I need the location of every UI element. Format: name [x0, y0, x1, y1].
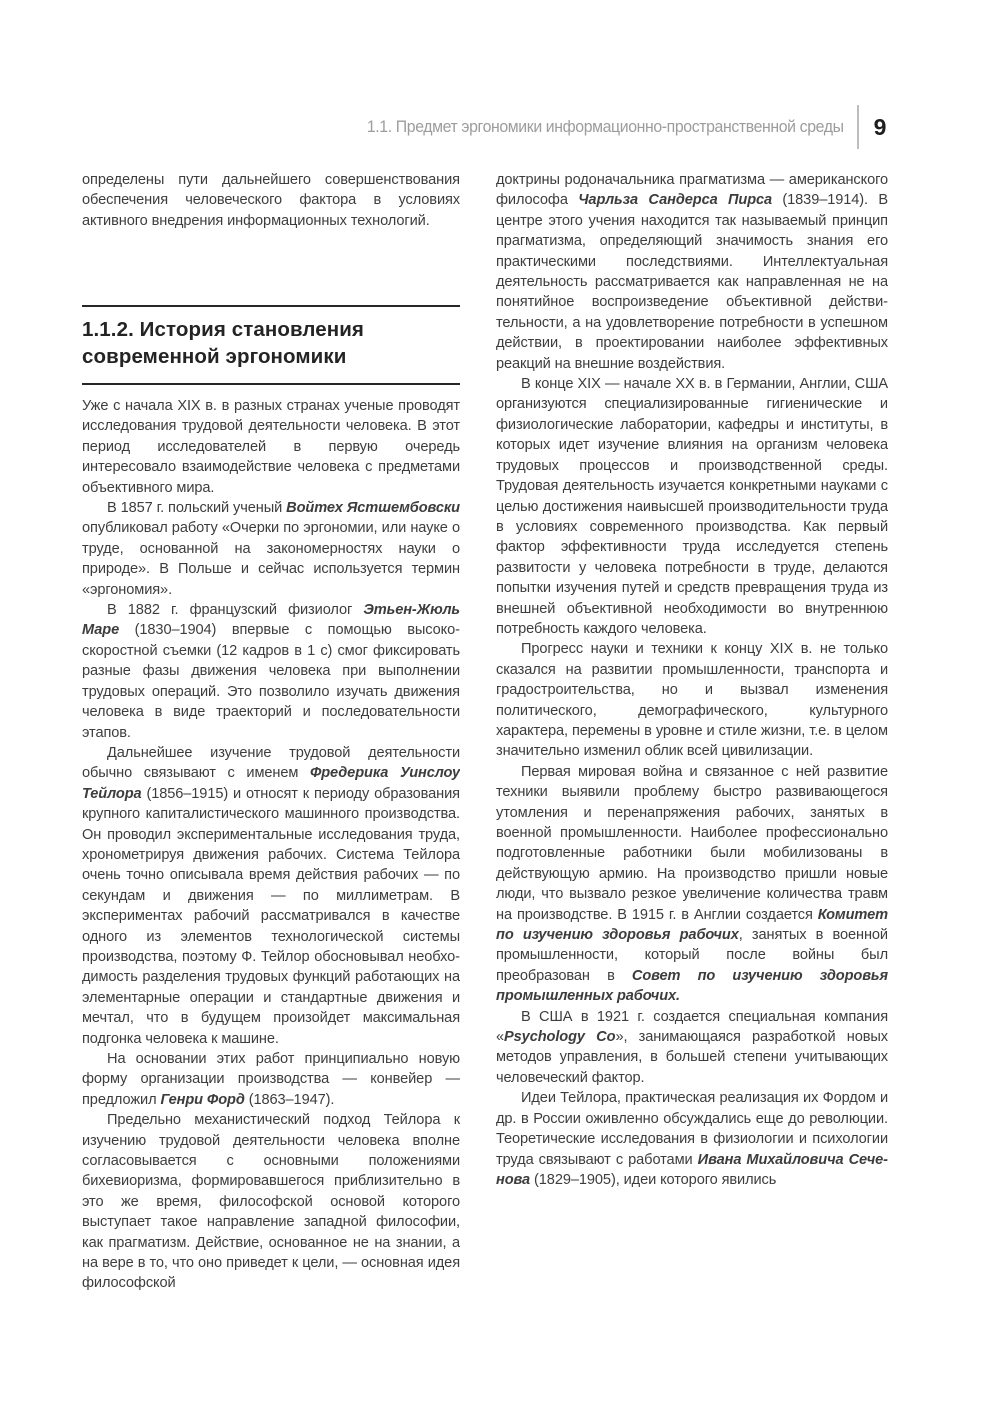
text-run: (1830–1904) впервые с помощью высокоскоростной съемки (12 кадров в 1 с) смог фиксировать разные фазы движения человека при выполнении трудовых операций. Это позволило изучать движения человека в виде траекторий и последовательности этапов. — [82, 622, 460, 741]
paragraph — [496, 170, 888, 374]
paragraph — [496, 762, 888, 1007]
text-columns — [82, 170, 888, 1395]
text-run: В США в 1921 г. создается специальная компания « — [496, 1008, 888, 1046]
text-run: опубликовал работу «Очерки по эргономии, или науке о труде, основанной на закономерностях науки о природе». В Польше и сейчас используется термин «эргономия». — [82, 520, 460, 598]
paragraph — [496, 1007, 888, 1089]
text-run: На основании этих работ принципиально новую форму организации производства — конвейер — предложил — [82, 1051, 460, 1108]
paragraph — [82, 1110, 460, 1294]
text-run: определены пути дальнейшего совершенствования обеспечения человеческого фактора в условиях активного внедрения информационных технологий. — [82, 172, 460, 229]
text-run: В конце XIX — начале XX в. в Германии, Англии, США организуются специализированные гигиенические и физиологические лаборатории, кафедры и институты, в которых идет изучение влияния на организм человека трудовых процессов и производственной среды. Трудовая деятельность изучается конкретными науками с целью достижения наивысшей производительности труда в условиях современного производства. Как первый фактор эффективности труда исследуется степень развитости у человека потребности в труде, делаются попытки изучения путей и средств превращения труда из внешней объективной необходимости во внутреннюю потребность каждого человека. — [496, 376, 888, 637]
emphasis-name: Генри Форд — [160, 1091, 245, 1108]
text-run: Первая мировая война и связанное с ней развитие техники выявили проблему быстро развивающегося утомления и перенапряжения рабочих, занятых в военной промышленности. Наиболее профессионально подготовленные работники были мобилизованы в действующую армию. На производство пришли новые люди, что вызвало резкое увеличение количества травм на производстве. В 1915 г. в Англии создается — [496, 763, 888, 923]
page-header — [0, 103, 888, 151]
text-run: Прогресс науки и техники к концу XIX в. не только сказался на развитии промышленности, транспорта и градостроительства, но и вызвал изменения политического, демографического, культурного характера, перемены в уровне и стиле жизни, т.е. в целом значительно изменил облик всей цивилизации. — [496, 641, 888, 760]
emphasis-name: Войтех Ястшембовски — [286, 500, 460, 517]
section-heading — [82, 305, 460, 385]
paragraph — [82, 170, 460, 231]
text-run: доктрины родоначальника прагматизма — американского философа — [496, 172, 888, 209]
text-run: В 1857 г. польский ученый — [107, 500, 287, 517]
emphasis-name: Фредерика Уинслоу Тейлора — [82, 765, 460, 802]
emphasis-name: Psychology Co — [504, 1029, 616, 1046]
paragraph — [496, 1088, 888, 1190]
text-run: », занимающаяся разработкой новых методов управления, в большей степени учитывающих человеческий фактор. — [496, 1029, 888, 1086]
text-run: Идеи Тейлора, практическая реализация их Фордом и др. в России оживленно обсуждались еще до революции. Теоретические исследования в физиологии и психологии труда связывают с работами — [496, 1090, 888, 1168]
text-run: В 1882 г. французский физиолог — [107, 602, 364, 619]
text-run: (1829–1905), идеи которого явились — [530, 1171, 777, 1188]
right-column — [496, 170, 888, 1190]
paragraph — [82, 1049, 460, 1110]
paragraph — [82, 600, 460, 743]
text-run: (1856–1915) и относят к периоду образования крупного капиталистического машинного производства. Он проводил экспериментальные исследования труда, хронометрируя движения рабочих. Система Тейлора очень точно описывала время действия рабочих — по секундам и движения — по миллиметрам. В экспериментах рабочий рассматривался в качестве одного из элементов технологической системы производства, поэтому Ф. Тейлор обосновывал необходимость разделения трудовых функций работающих на элементарные операции и стандартные движения и мечтал, что в будущем произойдет максимальная подгонка человека к машине. — [82, 785, 460, 1047]
text-run: (1863–1947). — [244, 1091, 335, 1108]
emphasis-name: Этьен-Жюль Маре — [82, 602, 460, 639]
text-run: (1839–1914). В центре этого учения находится так называемый принцип прагматизма, определяющий значимость знания его практическими последствиями. Интеллектуальная деятельность рассматривается как направленная не на понятийное воспроизведение объективной действительности, а на удовлетворение потребности в успешном действии, в проектировании наиболее эффективных реакций на внешние воздействия. — [496, 192, 888, 372]
text-run: Дальнейшее изучение трудовой деятельности обычно связывают с именем — [82, 744, 460, 782]
header-divider-rule — [857, 105, 859, 149]
text-run: Предельно механистический подход Тейлора к изучению трудовой деятельности человека вполне согласовывается с основными положениями бихевиоризма, формировавшегося приблизительно в это же время, философской основой которого выступает такое направление западной философии, как прагматизм. Действие, основанное не на знании, а на вере в то, что оно приведет к цели, — основная идея философской — [82, 1112, 460, 1292]
emphasis-name: Ивана Михайловича Сеченова — [496, 1151, 888, 1188]
section-heading-line-2: современной эргономики — [82, 344, 347, 368]
paragraph — [496, 639, 888, 761]
left-column-body — [82, 396, 460, 1294]
paragraph — [82, 396, 460, 498]
left-column-intro — [82, 170, 460, 305]
section-heading-line-1: 1.1.2. История становления — [82, 318, 364, 341]
paragraph — [496, 374, 888, 639]
paragraph — [82, 498, 460, 600]
text-run: Уже с начала XIX в. в разных странах ученые проводят исследования трудовой деятельности человека. В этот период исследователей в первую очередь интересовало взаимодействие человека с предметами объективного мира. — [82, 398, 460, 496]
emphasis-name: Чарльза Сандерса Пирса — [578, 192, 773, 209]
left-column — [82, 170, 460, 1294]
text-run: , занятых в военной промышленности, который после войны был преобразован в — [496, 927, 888, 984]
running-title: 1.1. Предмет эргономики информационно-пространственной среды — [367, 117, 844, 136]
page-number: 9 — [873, 113, 887, 140]
paragraph — [82, 743, 460, 1049]
emphasis-name: Совет по изучению здоровья промышленных рабочих. — [496, 967, 888, 1005]
emphasis-name: Комитет по изучению здоровья рабочих — [496, 906, 888, 944]
